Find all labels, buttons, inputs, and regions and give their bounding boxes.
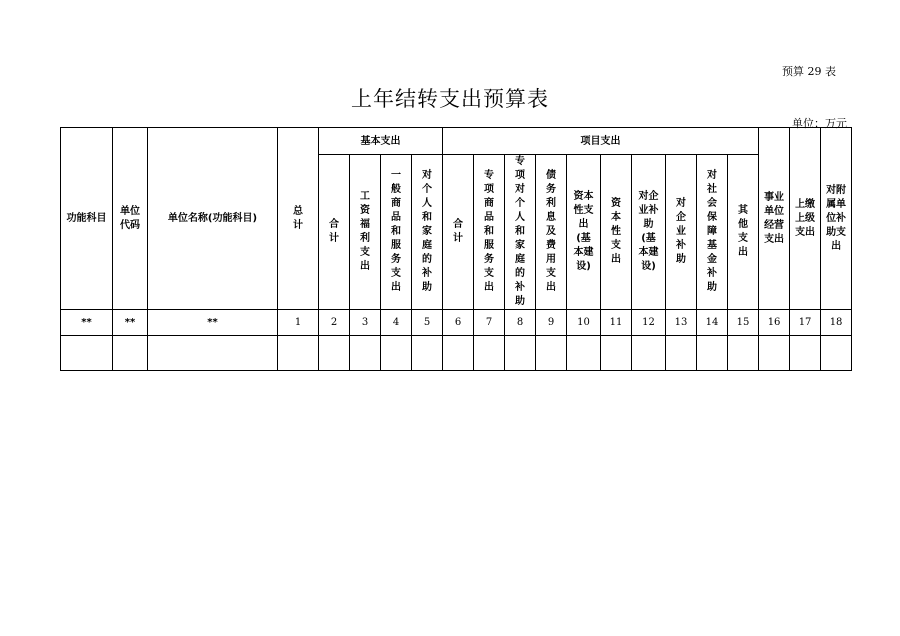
header-proj-personal: 专项对个人和家庭的补助 [505, 155, 536, 310]
column-code-cell: 6 [443, 310, 474, 336]
column-code-cell: ** [148, 310, 278, 336]
empty-cell[interactable] [61, 336, 113, 371]
column-code-cell: 14 [697, 310, 728, 336]
empty-cell[interactable] [381, 336, 412, 371]
column-code-cell: 1 [278, 310, 319, 336]
column-code-cell: 11 [601, 310, 632, 336]
column-code-cell: 7 [474, 310, 505, 336]
empty-cell[interactable] [601, 336, 632, 371]
empty-cell[interactable] [536, 336, 567, 371]
empty-cell[interactable] [505, 336, 536, 371]
empty-data-row [61, 336, 852, 371]
empty-cell[interactable] [113, 336, 148, 371]
header-unit-code: 单位代码 [113, 128, 148, 310]
column-code-cell: 17 [790, 310, 821, 336]
header-basic-personal: 对个人和家庭的补助 [412, 155, 443, 310]
column-code-cell: ** [61, 310, 113, 336]
column-code-cell: 9 [536, 310, 567, 336]
column-code-cell: 2 [319, 310, 350, 336]
header-proj-other: 其他支出 [728, 155, 759, 310]
empty-cell[interactable] [319, 336, 350, 371]
header-proj-enterprise: 对企业补助 [666, 155, 697, 310]
empty-cell[interactable] [666, 336, 697, 371]
empty-cell[interactable] [443, 336, 474, 371]
empty-cell[interactable] [821, 336, 852, 371]
form-number: 预算 29 表 [782, 65, 836, 78]
empty-cell[interactable] [412, 336, 443, 371]
header-upper-level: 上缴上级支出 [790, 128, 821, 310]
empty-cell[interactable] [697, 336, 728, 371]
header-func-subject: 功能科目 [61, 128, 113, 310]
budget-table [60, 127, 852, 371]
empty-cell[interactable] [474, 336, 505, 371]
header-unit-name: 单位名称(功能科目) [148, 128, 278, 310]
header-proj-capital: 资本性支出 [601, 155, 632, 310]
page-title: 上年结转支出预算表 [351, 87, 549, 111]
header-total: 总计 [278, 128, 319, 310]
empty-cell[interactable] [567, 336, 601, 371]
empty-cell[interactable] [790, 336, 821, 371]
header-basic-subtotal: 合计 [319, 155, 350, 310]
header-basic-group: 基本支出 [319, 128, 443, 155]
empty-cell[interactable] [278, 336, 319, 371]
header-proj-subtotal: 合计 [443, 155, 474, 310]
column-code-cell: 13 [666, 310, 697, 336]
header-group-row [61, 128, 852, 155]
column-code-cell: 3 [350, 310, 381, 336]
empty-cell[interactable] [632, 336, 666, 371]
header-proj-enterprise-construction: 对企业补助(基本建设) [632, 155, 666, 310]
header-operating: 事业单位经营支出 [759, 128, 790, 310]
column-code-cell: 8 [505, 310, 536, 336]
column-code-row [61, 310, 852, 336]
column-code-cell: 15 [728, 310, 759, 336]
column-code-cell: 18 [821, 310, 852, 336]
header-basic-goods: 一般商品和服务支出 [381, 155, 412, 310]
empty-cell[interactable] [148, 336, 278, 371]
column-code-cell: 12 [632, 310, 666, 336]
header-proj-goods: 专项商品和服务支出 [474, 155, 505, 310]
column-code-cell: 4 [381, 310, 412, 336]
unit-label: 单位：万元 [792, 117, 847, 130]
column-code-cell: 16 [759, 310, 790, 336]
column-code-cell: ** [113, 310, 148, 336]
header-proj-social-security: 对社会保障基金补助 [697, 155, 728, 310]
header-project-group: 项目支出 [443, 128, 759, 155]
empty-cell[interactable] [728, 336, 759, 371]
header-basic-wages: 工资福利支出 [350, 155, 381, 310]
empty-cell[interactable] [759, 336, 790, 371]
header-proj-debt: 债务利息及费用支出 [536, 155, 567, 310]
header-subordinate: 对附属单位补助支出 [821, 128, 852, 310]
column-code-cell: 10 [567, 310, 601, 336]
empty-cell[interactable] [350, 336, 381, 371]
header-proj-capital-construction: 资本性支出(基本建设) [567, 155, 601, 310]
column-code-cell: 5 [412, 310, 443, 336]
